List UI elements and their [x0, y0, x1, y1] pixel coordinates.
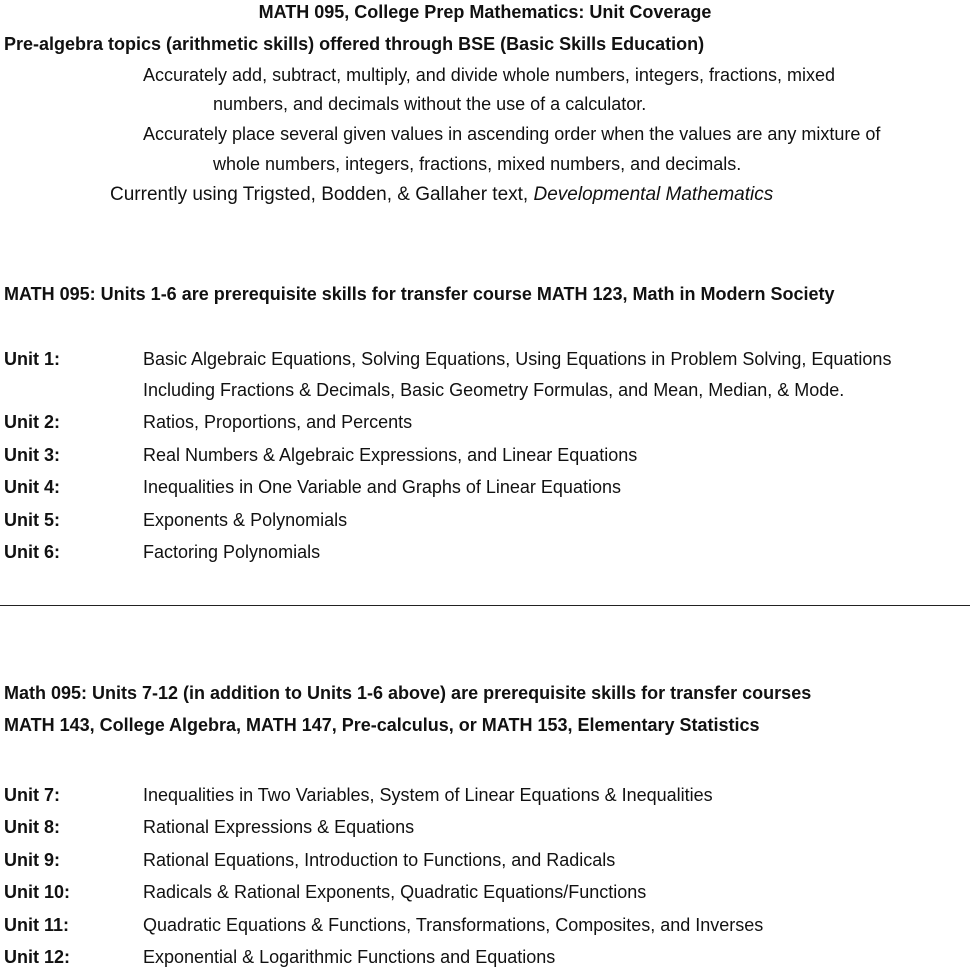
section-1-heading: MATH 095: Units 1-6 are prerequisite skills for transfer course MATH 123, Math in Modern Society — [4, 284, 835, 304]
unit-description: Quadratic Equations & Functions, Transformations, Composites, and Inverses — [143, 915, 764, 935]
unit-description: Radicals & Rational Exponents, Quadratic Equations/Functions — [143, 882, 647, 902]
unit-description: Basic Algebraic Equations, Solving Equations, Using Equations in Problem Solving, Equations — [143, 349, 892, 369]
unit-description: Exponents & Polynomials — [143, 510, 348, 530]
unit-description: Exponential & Logarithmic Functions and Equations — [143, 947, 556, 967]
unit-description: Ratios, Proportions, and Percents — [143, 412, 413, 432]
unit-label: Unit 1: — [4, 349, 60, 369]
section-2-heading-line-1: Math 095: Units 7-12 (in addition to Units 1-6 above) are prerequisite skills for transfer courses — [4, 683, 812, 703]
objective-1-line-2: numbers, and decimals without the use of a calculator. — [213, 94, 647, 114]
unit-label: Unit 11: — [4, 915, 70, 935]
unit-description: Inequalities in Two Variables, System of Linear Equations & Inequalities — [143, 785, 713, 805]
unit-description: Real Numbers & Algebraic Expressions, and Linear Equations — [143, 445, 638, 465]
page-subtitle: Pre-algebra topics (arithmetic skills) offered through BSE (Basic Skills Education) — [4, 34, 705, 54]
textbook-reference-prefix: Currently using Trigsted, Bodden, & Gallaher text, — [110, 184, 534, 205]
unit-label: Unit 8: — [4, 817, 60, 837]
unit-label: Unit 5: — [4, 510, 60, 530]
unit-label: Unit 3: — [4, 445, 60, 465]
objective-1-line-1: Accurately add, subtract, multiply, and divide whole numbers, integers, fractions, mixed — [143, 65, 835, 85]
section-2-heading-line-2: MATH 143, College Algebra, MATH 147, Pre-calculus, or MATH 153, Elementary Statistics — [4, 715, 760, 735]
unit-label: Unit 10: — [4, 882, 71, 902]
unit-label: Unit 6: — [4, 542, 60, 562]
unit-label: Unit 2: — [4, 412, 60, 432]
objective-2-line-2: whole numbers, integers, fractions, mixed numbers, and decimals. — [213, 154, 742, 174]
unit-description: Rational Equations, Introduction to Functions, and Radicals — [143, 850, 616, 870]
unit-label: Unit 7: — [4, 785, 60, 805]
unit-description: Rational Expressions & Equations — [143, 817, 415, 837]
unit-description: Including Fractions & Decimals, Basic Geometry Formulas, and Mean, Median, & Mode. — [143, 380, 845, 400]
unit-label: Unit 9: — [4, 850, 60, 870]
objective-2-line-1: Accurately place several given values in ascending order when the values are any mixture of — [143, 124, 881, 144]
textbook-title: Developmental Mathematics — [533, 184, 774, 205]
textbook-reference — [110, 184, 773, 206]
section-divider — [0, 605, 970, 606]
unit-description: Factoring Polynomials — [143, 542, 321, 562]
unit-description: Inequalities in One Variable and Graphs of Linear Equations — [143, 477, 621, 497]
unit-label: Unit 12: — [4, 947, 71, 967]
page-title: MATH 095, College Prep Mathematics: Unit Coverage — [258, 2, 712, 22]
unit-label: Unit 4: — [4, 477, 60, 497]
